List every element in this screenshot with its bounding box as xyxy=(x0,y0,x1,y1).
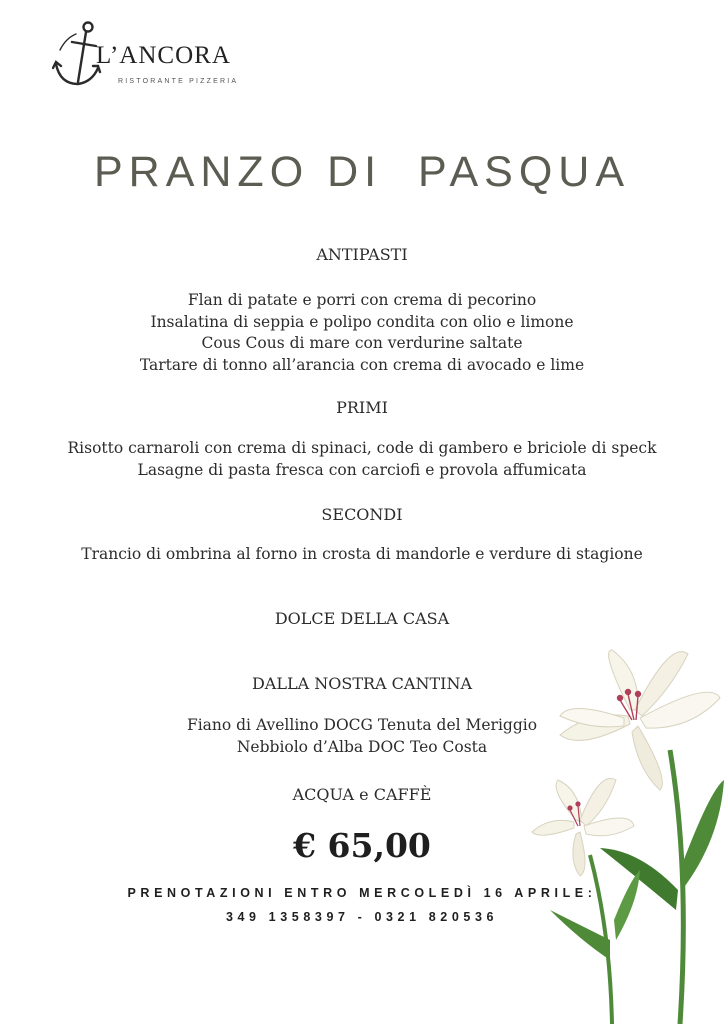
lily-leaf xyxy=(680,780,724,890)
menu-item: Trancio di ombrina al forno in crosta di mandorle e verdure di stagione xyxy=(81,545,643,563)
restaurant-logo xyxy=(52,20,252,92)
primi-list xyxy=(0,438,724,481)
lily-flower-upper xyxy=(560,650,720,790)
menu-item: Insalatina di seppia e polipo condita con olio e limone xyxy=(150,312,574,331)
menu-item: Tartare di tonno all’arancia con crema di avocado e lime xyxy=(139,355,585,374)
menu-item: Cous Cous di mare con verdurine saltate xyxy=(201,334,523,352)
dolce-heading: DOLCE DELLA CASA xyxy=(274,609,450,628)
lily-illustration xyxy=(520,640,724,1024)
page-title: PRANZO DI PASQUA xyxy=(93,148,631,196)
wine-item: Fiano di Avellino DOCG Tenuta del Meriggio xyxy=(186,716,538,734)
menu-item: Flan di patate e porri con crema di pecorino xyxy=(187,291,537,309)
anchor-icon xyxy=(52,20,102,92)
cantina-heading: DALLA NOSTRA CANTINA xyxy=(251,674,473,693)
lily-leaf xyxy=(550,910,610,960)
reservation-note: PRENOTAZIONI ENTRO MERCOLEDÌ 16 APRILE: xyxy=(127,886,597,900)
lily-leaf xyxy=(614,870,640,940)
antipasti-list xyxy=(0,290,724,376)
primi-heading: PRIMI xyxy=(336,398,388,417)
restaurant-subtitle: RISTORANTE PIZZERIA xyxy=(118,78,239,85)
menu-item: Lasagne di pasta fresca con carciofi e provola affumicata xyxy=(137,460,587,479)
secondi-heading: SECONDI xyxy=(321,505,403,524)
reservation-phones: 349 1358397 - 0321 820536 xyxy=(225,910,499,924)
menu-price: € 65,00 xyxy=(293,826,431,865)
secondi-list xyxy=(0,544,724,566)
menu-item: Risotto carnaroli con crema di spinaci, code di gambero e briciole di speck xyxy=(67,439,657,457)
antipasti-heading: ANTIPASTI xyxy=(316,245,408,264)
acqua-caffe-heading: ACQUA e CAFFÈ xyxy=(292,785,432,804)
wine-item: Nebbiolo d’Alba DOC Teo Costa xyxy=(236,737,488,756)
restaurant-name: L’ANCORA xyxy=(96,42,231,69)
